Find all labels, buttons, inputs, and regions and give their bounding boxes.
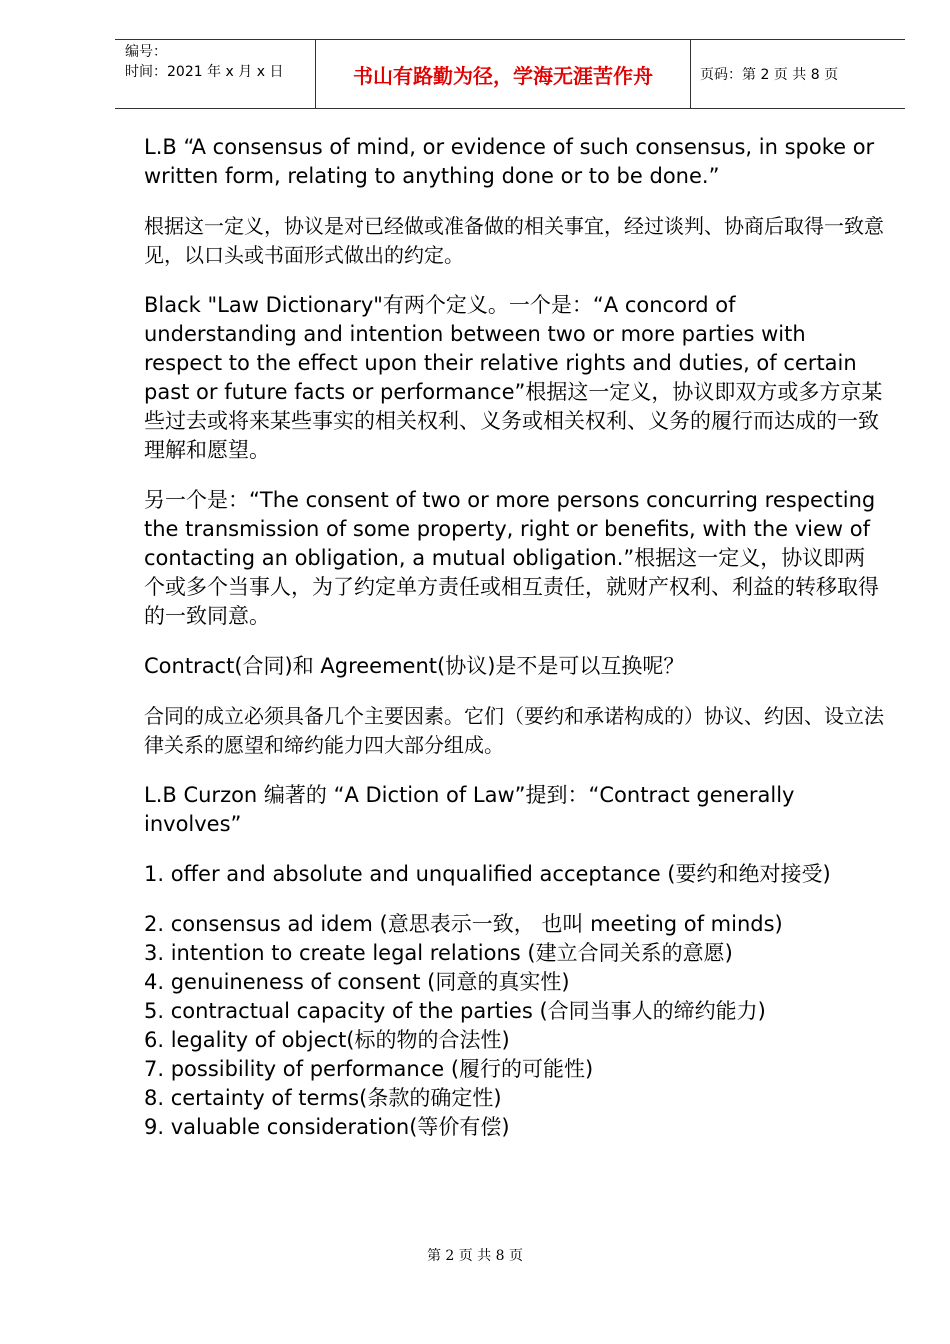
list-item-1: 1. offer and absolute and unqualified acceptance (要约和绝对接受) xyxy=(144,862,831,886)
page-number-label: 页码：第 2 页 共 8 页 xyxy=(700,67,839,83)
motto-text: 书山有路勤为径，学海无涯苦作舟 xyxy=(353,64,653,88)
time-label: 时间：2021 年 x 月 x 日 xyxy=(125,64,284,80)
paragraph-curzon: L.B Curzon 编著的 “A Diction of Law”提到：“Contract generally involves” xyxy=(144,783,795,836)
page-header xyxy=(115,39,905,109)
paragraph-lb-definition: L.B “A consensus of mind, or evidence of such consensus, in spoke or written form, relating to anything done or to be done.” xyxy=(144,135,875,188)
paragraph-definition-explanation: 根据这一定义，协议是对已经做或准备做的相关事宜，经过谈判、协商后取得一致意见，以口头或书面形式做出的约定。 xyxy=(144,214,884,267)
header-page-cell xyxy=(690,40,905,108)
element-list xyxy=(144,910,884,1142)
paragraph-contract-elements: 合同的成立必须具备几个主要因素。它们（要约和承诺构成的）协议、约因、设立法律关系的愿望和缔约能力四大部分组成。 xyxy=(144,704,884,757)
page-footer: 第 2 页 共 8 页 xyxy=(426,1248,524,1264)
serial-label: 编号： xyxy=(125,44,167,60)
list-item: 6. legality of object(标的物的合法性) xyxy=(144,1028,510,1052)
list-item: 3. intention to create legal relations (建立合同关系的意愿) xyxy=(144,941,733,965)
list-item: 9. valuable consideration(等价有偿) xyxy=(144,1115,510,1139)
list-item: 8. certainty of terms(条款的确定性) xyxy=(144,1086,502,1110)
paragraph-black-law-dictionary: Black "Law Dictionary"有两个定义。一个是：“A concord of understanding and intention between two or more parties with respect to the effect upon their relative rights and duties, of certain past or future facts or performance”根据这一定义，协议即双方或多方京某些过去或将来某些事实的相关权利、义务或相关权利、义务的履行而达成的一致理解和愿望。 xyxy=(144,293,883,462)
list-item: 7. possibility of performance (履行的可能性) xyxy=(144,1057,594,1081)
paragraph-second-definition: 另一个是：“The consent of two or more persons concurring respecting the transmission of some property, right or benefits, with the view of contacting an obligation, a mutual obligation.”根据这一定义，协议即两个或多个当事人，为了约定单方责任或相互责任，就财产权利、利益的转移取得的一致同意。 xyxy=(144,488,879,628)
paragraph-question: Contract(合同)和 Agreement(协议)是不是可以互换呢？ xyxy=(144,654,685,678)
list-item: 5. contractual capacity of the parties (合同当事人的缔约能力) xyxy=(144,999,766,1023)
header-meta-cell xyxy=(115,40,315,108)
list-item: 4. genuineness of consent (同意的真实性) xyxy=(144,970,570,994)
list-item: 2. consensus ad idem (意思表示一致， 也叫 meeting of minds) xyxy=(144,912,783,936)
document-body xyxy=(144,133,884,1142)
header-motto-cell xyxy=(315,40,691,108)
